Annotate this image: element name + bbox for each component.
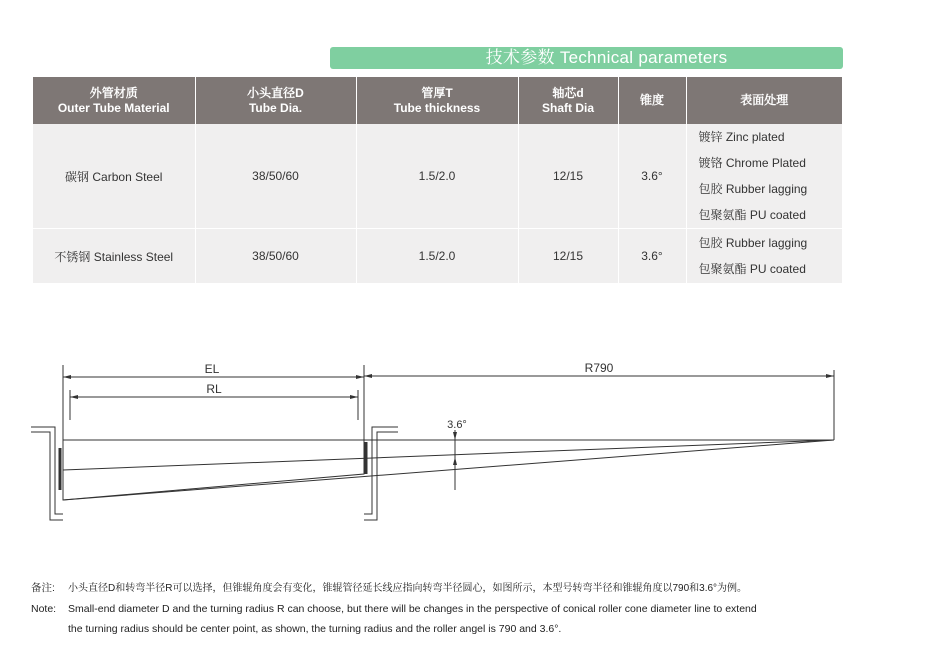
cell-taper: 3.6° xyxy=(618,124,686,229)
surface-item: 包聚氨酯 PU coated xyxy=(698,208,806,222)
note-en-line1: Small-end diameter D and the turning radius R can choose, but there will be changes in the perspective of conical roller cone diameter line to extend xyxy=(68,603,757,615)
cell-tube-dia: 38/50/60 xyxy=(195,124,356,229)
note-chinese xyxy=(31,578,911,599)
cell-shaft: 12/15 xyxy=(518,229,618,284)
header-shaft: 轴芯d Shaft Dia xyxy=(518,77,618,124)
notes xyxy=(31,578,911,639)
surface-item: 包胶 Rubber lagging xyxy=(698,182,808,196)
radius-label: R790 xyxy=(584,361,614,375)
angle-label: 3.6° xyxy=(447,419,467,431)
surface-item: 包聚氨酯 PU coated xyxy=(698,262,806,276)
note-cn-text: 小头直径D和转弯半径R可以选择，但锥辊角度会有变化，锥辊管径延长线应指向转弯半径圆心，如图所示，本型号转弯半径和锥辊角度以790和3.6°为例。 xyxy=(68,583,748,594)
left-frame xyxy=(31,427,63,514)
cell-thickness: 1.5/2.0 xyxy=(356,229,518,284)
cell-taper: 3.6° xyxy=(618,229,686,284)
header-surface: 表面处理 xyxy=(686,77,842,124)
cell-tube-dia: 38/50/60 xyxy=(195,229,356,284)
rl-label: RL xyxy=(206,382,222,396)
header-material: 外管材质 Outer Tube Material xyxy=(33,77,195,124)
surface-item: 镀锌 Zinc plated xyxy=(698,130,785,144)
note-english xyxy=(31,599,911,619)
surface-item: 包胶 Rubber lagging xyxy=(698,236,808,250)
header-thickness: 管厚T Tube thickness xyxy=(356,77,518,124)
section-title: 技术参数 Technical parameters xyxy=(485,48,728,67)
cell-shaft: 12/15 xyxy=(518,124,618,229)
surface-item: 镀铬 Chrome Plated xyxy=(698,156,806,170)
axis-line xyxy=(63,440,834,470)
header-taper: 锥度 xyxy=(618,77,686,124)
roller-body xyxy=(63,440,364,500)
cell-thickness: 1.5/2.0 xyxy=(356,124,518,229)
header-tube-dia: 小头直径D Tube Dia. xyxy=(195,77,356,124)
cell-material: 不锈钢 Stainless Steel xyxy=(33,229,195,284)
note-en-label: Note: xyxy=(31,603,57,615)
note-en-line2: the turning radius should be center point, as shown, the turning radius and the roller angel is 790 and 3.6°. xyxy=(68,623,562,635)
note-cn-label: 备注: xyxy=(31,582,55,594)
cell-material: 碳钢 Carbon Steel xyxy=(33,124,195,229)
el-label: EL xyxy=(204,362,220,376)
